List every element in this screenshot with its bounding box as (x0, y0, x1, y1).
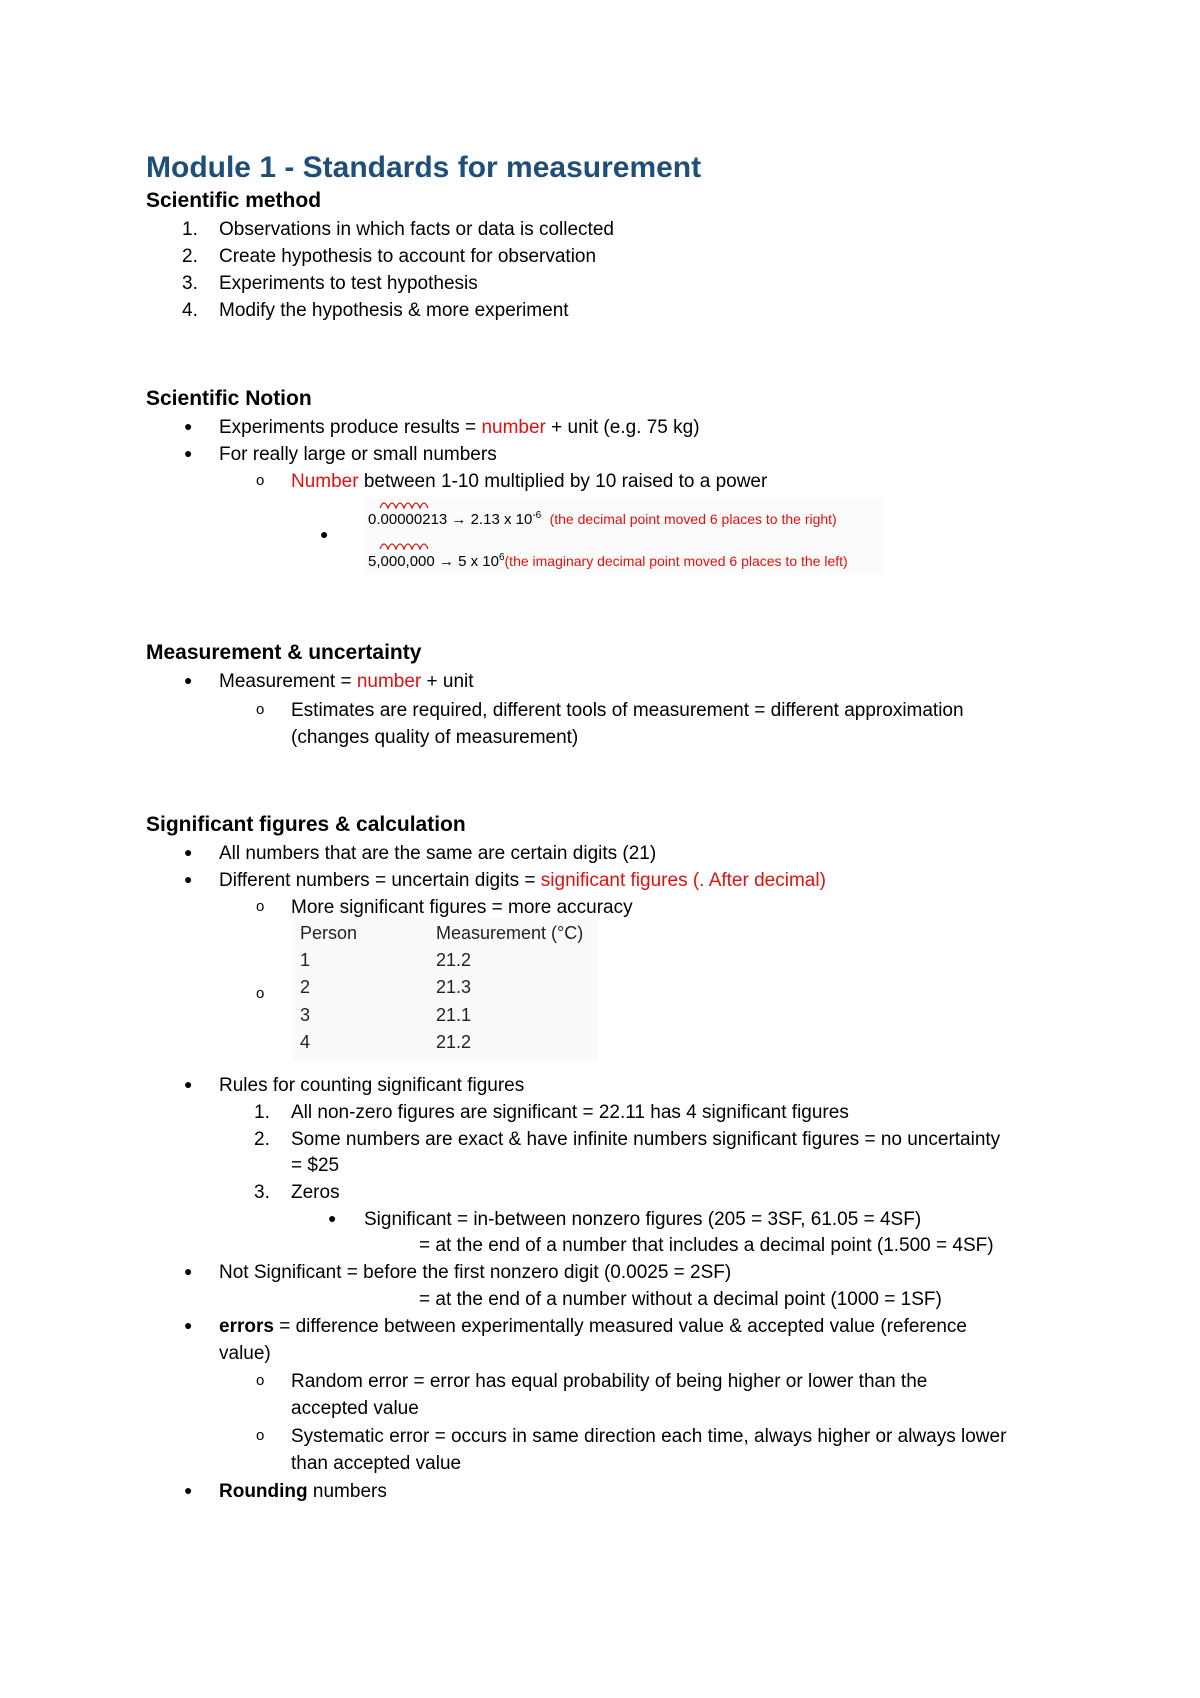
bullet-icon: ● (184, 844, 193, 860)
table-cell: 1 (300, 950, 311, 970)
list-number: 4. (182, 300, 198, 321)
list-item: Significant = in-between nonzero figures (205 = 3SF, 61.05 = 4SF) (364, 1209, 922, 1230)
sub-bullet-icon: o (256, 701, 265, 718)
list-item: Measurement = number + unit (219, 671, 474, 692)
bullet-icon: ● (184, 1263, 193, 1279)
table-header: Person (300, 923, 358, 943)
list-item: Systematic error = occurs in same direction each time, always higher or always lower (291, 1426, 1007, 1447)
list-item: Estimates are required, different tools of measurement = different approximation (291, 700, 964, 721)
example-row: 0.00000213 → 2.13 x $10^{-6}$ (the decimal point moved 6 places to the right) (368, 510, 837, 528)
list-item-continuation: = $25 (291, 1155, 340, 1176)
table-cell: 4 (300, 1032, 311, 1052)
list-item: Different numbers = uncertain digits = significant figures (. After decimal) (219, 870, 826, 891)
measurement-table (292, 918, 598, 1061)
list-item: For really large or small numbers (219, 444, 497, 465)
list-item: Some numbers are exact & have infinite numbers significant figures = no uncertainty (291, 1129, 1001, 1150)
heading-scientific-method: Scientific method (146, 189, 322, 212)
bullet-icon: ● (184, 1317, 193, 1333)
bullet-icon: ● (184, 871, 193, 887)
list-item-continuation: (changes quality of measurement) (291, 727, 579, 748)
list-item-continuation: than accepted value (291, 1453, 462, 1474)
list-number: 2. (182, 246, 198, 267)
list-item: All non-zero figures are significant = 22.11 has 4 significant figures (291, 1102, 849, 1123)
example-row: 5,000,000 → 5 x $10^6(the$ imaginary decimal point moved 6 places to the left) (368, 552, 848, 570)
list-number: 1. (182, 219, 198, 240)
list-item-continuation: = at the end of a number that includes a decimal point (1.500 = 4SF) (419, 1235, 994, 1256)
list-item: errors = difference between experimentally measured value & accepted value (reference (219, 1316, 967, 1337)
list-item: Rules for counting significant figures (219, 1075, 525, 1096)
sub-bullet-icon: o (256, 1427, 265, 1444)
table-cell: 3 (300, 1005, 311, 1025)
list-item: Not Significant = before the first nonzero digit (0.0025 = 2SF) (219, 1262, 732, 1283)
list-item-continuation: accepted value (291, 1398, 419, 1419)
list-item: Create hypothesis to account for observation (219, 246, 597, 267)
list-item: More significant figures = more accuracy (291, 897, 633, 918)
table-cell: 21.1 (436, 1005, 472, 1025)
heading-measurement-uncertainty: Measurement & uncertainty (146, 641, 422, 664)
list-item: Zeros (291, 1182, 340, 1203)
sub-bullet-icon: o (256, 898, 265, 915)
list-item: Random error = error has equal probability of being higher or lower than the (291, 1371, 928, 1392)
list-item-continuation: = at the end of a number without a decimal point (1000 = 1SF) (419, 1289, 942, 1310)
heading-significant-figures: Significant figures & calculation (146, 813, 466, 836)
list-number: 2. (254, 1129, 270, 1150)
list-item: All numbers that are the same are certain digits (21) (219, 843, 657, 864)
sub-bullet-icon: o (256, 985, 265, 1002)
bullet-icon: ● (184, 418, 193, 434)
table-cell: 21.2 (436, 1032, 472, 1052)
bullet-icon: ● (320, 526, 329, 542)
table-cell: 21.3 (436, 977, 472, 997)
scientific-notation-example-image (364, 498, 884, 574)
bullet-icon: ● (184, 672, 193, 688)
list-item: Experiments produce results = number + unit (e.g. 75 kg) (219, 417, 700, 438)
heading-scientific-notion: Scientific Notion (146, 387, 312, 410)
bullet-icon: ● (184, 1076, 193, 1092)
list-number: 3. (182, 273, 198, 294)
bullet-icon: ● (328, 1210, 337, 1226)
sub-bullet-icon: o (256, 1372, 265, 1389)
list-item: Observations in which facts or data is collected (219, 219, 614, 240)
bullet-icon: ● (184, 445, 193, 461)
list-item: Number between 1-10 multiplied by 10 raised to a power (291, 471, 768, 492)
table-cell: 2 (300, 977, 311, 997)
list-item-continuation: value) (219, 1343, 271, 1364)
list-item: Rounding numbers (219, 1481, 387, 1502)
table-cell: 21.2 (436, 950, 472, 970)
bullet-icon: ● (184, 1482, 193, 1498)
list-number: 1. (254, 1102, 270, 1123)
list-number: 3. (254, 1182, 270, 1203)
sub-bullet-icon: o (256, 472, 265, 489)
list-item: Modify the hypothesis & more experiment (219, 300, 569, 321)
table-header: Measurement (°C) (436, 923, 584, 943)
page-title: Module 1 - Standards for measurement (146, 151, 702, 184)
list-item: Experiments to test hypothesis (219, 273, 478, 294)
